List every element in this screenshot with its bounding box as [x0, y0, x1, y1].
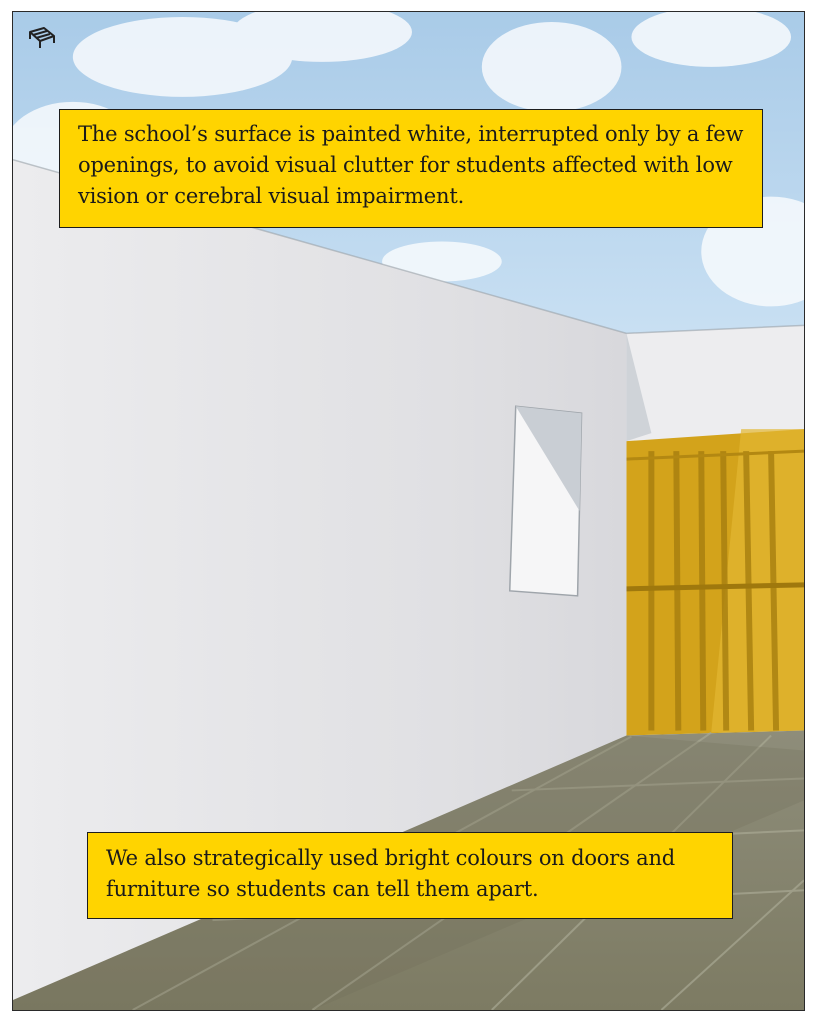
far-wall [626, 325, 804, 441]
comic-panel [12, 11, 805, 1011]
bench-icon [27, 26, 57, 54]
caption-top: The school’s surface is painted white, interrupted only by a few openings, to avoid visual clutter for students affected with low vision or cerebral visual impairment. [59, 109, 763, 228]
wall-opening [510, 406, 582, 596]
yellow-door [626, 429, 804, 735]
caption-bottom: We also strategically used bright colours on doors and furniture so students can tell them apart. [87, 832, 733, 919]
